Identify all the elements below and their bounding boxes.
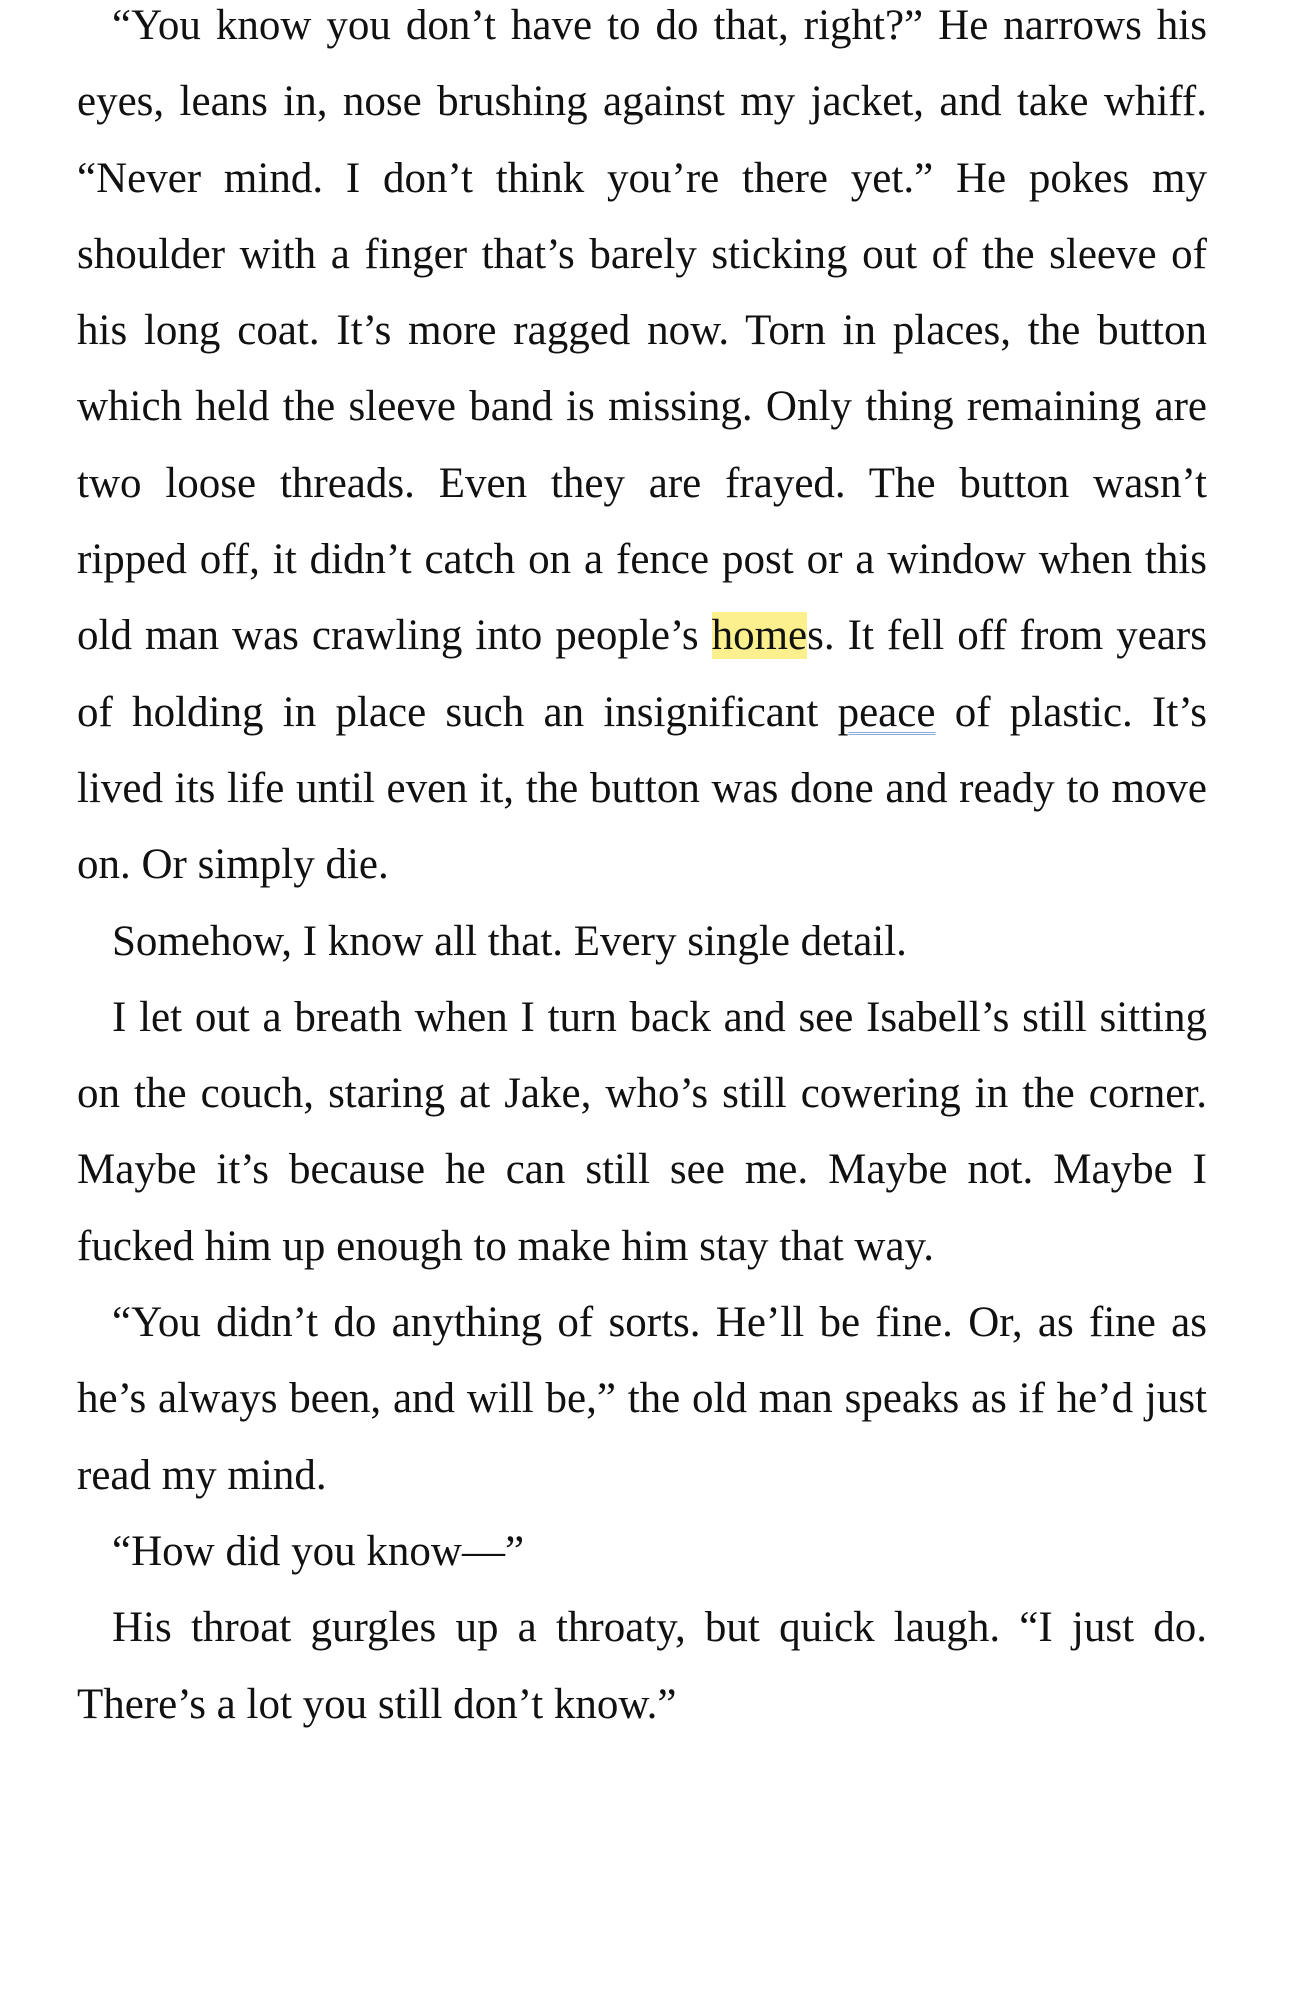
paragraph-3 bbox=[77, 980, 1207, 1285]
paragraph-6-text: His throat gurgles up a throaty, but quick laugh. “I just do. There’s a lot you still don’t know.” bbox=[77, 1604, 1207, 1728]
highlighted-word[interactable]: home bbox=[711, 612, 808, 660]
paragraph-5 bbox=[77, 1514, 1207, 1590]
spellcheck-flagged-word[interactable]: peace bbox=[837, 688, 936, 736]
paragraph-4-text: “You didn’t do anything of sorts. He’ll be fine. Or, as fine as he’s always been, and will be,” the old man speaks as if he’d just read my mind. bbox=[77, 1299, 1207, 1499]
paragraph-1-text-c: of plastic. It’s lived its life until even it, the button was done and ready to move on. Or simply die. bbox=[77, 688, 1207, 889]
paragraph-6 bbox=[77, 1590, 1207, 1743]
paragraph-2 bbox=[77, 904, 1207, 980]
paragraph-1-text-a: “You know you don’t have to do that, right?” He narrows his eyes, leans in, nose brushing against my jacket, and take whiff. “Never mind. I don’t think you’re there yet.” He pokes my shoulder with a finger that’s barely sticking out of the sleeve of his long coat. It’s more ragged now. Torn in places, the button which held the sleeve band is missing. Only thing remaining are two loose threads. Even they are frayed. The button wasn’t ripped off, it didn’t catch on a fence post or a window when this old man was crawling into people’s bbox=[77, 2, 1207, 660]
paragraph-2-text: Somehow, I know all that. Every single detail. bbox=[112, 917, 907, 965]
paragraph-1-text-b: s. It fell off from years of holding in place such an insignificant bbox=[77, 612, 1207, 736]
document-body bbox=[77, 0, 1207, 1743]
paragraph-4 bbox=[77, 1285, 1207, 1514]
paragraph-5-text: “How did you know—” bbox=[112, 1527, 525, 1575]
paragraph-3-text: I let out a breath when I turn back and see Isabell’s still sitting on the couch, staring at Jake, who’s still cowering in the corner. Maybe it’s because he can still see me. Maybe not. Maybe I fucked him up enough to make him stay that way. bbox=[77, 993, 1207, 1270]
paragraph-1 bbox=[77, 0, 1207, 904]
